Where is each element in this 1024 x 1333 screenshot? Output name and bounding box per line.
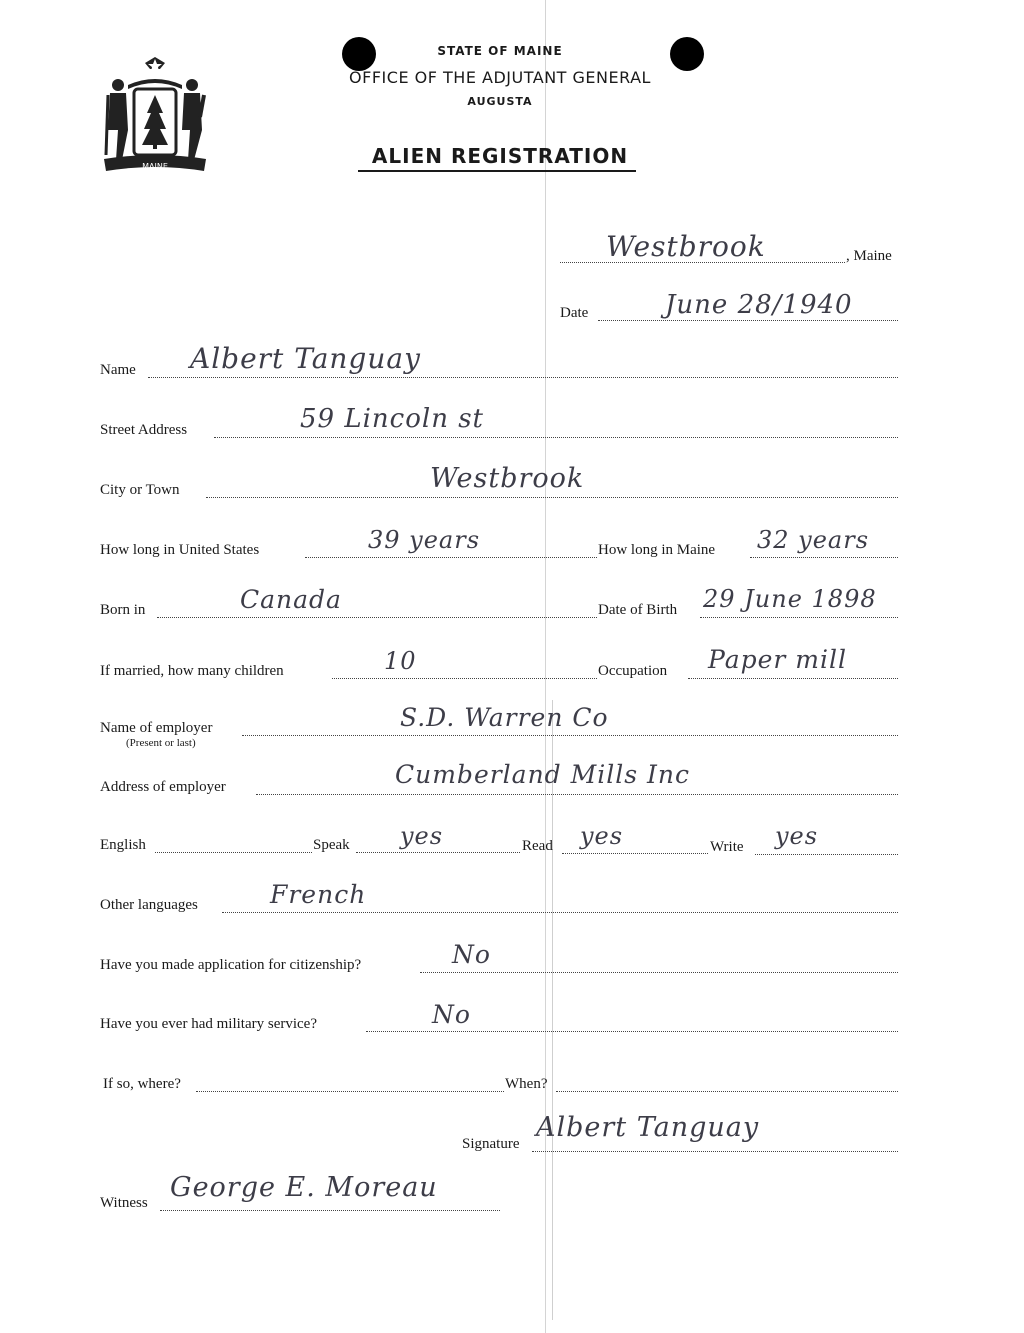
name-label: Name	[100, 362, 136, 378]
witness-value: George E. Moreau	[170, 1172, 438, 1203]
svg-text:MAINE: MAINE	[142, 162, 168, 171]
military-value: No	[432, 1000, 471, 1029]
years-us-value: 39 years	[368, 526, 481, 554]
title-underline	[358, 170, 636, 172]
employer-address-line	[256, 794, 898, 795]
when-line	[556, 1091, 898, 1092]
name-line	[148, 377, 898, 378]
dob-value: 29 June 1898	[703, 585, 877, 613]
read-line	[562, 853, 708, 854]
write-line	[755, 854, 898, 855]
military-label: Have you ever had military service?	[100, 1016, 317, 1032]
occupation-line	[688, 678, 898, 679]
maine-state-seal-icon	[100, 55, 210, 185]
speak-value: yes	[400, 822, 444, 850]
years-maine-value: 32 years	[757, 526, 870, 554]
other-languages-line	[222, 912, 898, 913]
years-maine-line	[750, 557, 898, 558]
children-line	[332, 678, 597, 679]
dob-label: Date of Birth	[598, 602, 678, 618]
write-label: Write	[710, 839, 744, 855]
speak-label: Speak	[313, 837, 350, 853]
read-label: Read	[522, 838, 553, 854]
signature-label: Signature	[462, 1136, 520, 1152]
citizenship-label: Have you made application for citizenship?	[100, 957, 362, 973]
english-line	[155, 852, 312, 853]
employer-value: S.D. Warren Co	[400, 703, 609, 732]
children-label: If married, how many children	[100, 663, 284, 679]
years-us-label: How long in United States	[100, 542, 260, 558]
read-value: yes	[580, 822, 624, 850]
born-in-value: Canada	[240, 585, 342, 614]
name-value: Albert Tanguay	[190, 342, 421, 375]
born-in-line	[157, 617, 597, 618]
write-value: yes	[775, 822, 819, 850]
date-label: Date	[560, 305, 589, 321]
location-suffix: , Maine	[846, 248, 892, 264]
office-heading: OFFICE OF THE ADJUTANT GENERAL	[349, 68, 651, 87]
employer-address-value: Cumberland Mills Inc	[395, 760, 690, 789]
date-line	[598, 320, 898, 321]
state-heading: STATE OF MAINE	[437, 44, 563, 58]
military-line	[366, 1031, 898, 1032]
citizenship-line	[420, 972, 898, 973]
employer-line	[242, 735, 898, 736]
street-line	[214, 437, 898, 438]
dob-line	[700, 617, 898, 618]
where-line	[196, 1091, 504, 1092]
date-value: June 28/1940	[665, 290, 853, 320]
years-maine-label: How long in Maine	[598, 542, 716, 558]
speak-line	[356, 852, 520, 853]
occupation-value: Paper mill	[708, 645, 847, 674]
employer-address-label: Address of employer	[100, 779, 226, 795]
city-town-label: City or Town	[100, 482, 180, 498]
occupation-label: Occupation	[598, 663, 668, 679]
employer-label: Name of employer	[100, 720, 213, 736]
street-label: Street Address	[100, 422, 188, 438]
born-in-label: Born in	[100, 602, 146, 618]
employer-sublabel: (Present or last)	[126, 737, 196, 749]
signature-value: Albert Tanguay	[536, 1112, 760, 1143]
where-label: If so, where?	[103, 1076, 181, 1092]
city-town-value: Westbrook	[430, 463, 585, 494]
citizenship-value: No	[452, 940, 491, 969]
city-heading: AUGUSTA	[467, 95, 533, 108]
children-value: 10	[384, 647, 417, 675]
english-label: English	[100, 837, 146, 853]
years-us-line	[305, 557, 597, 558]
witness-line	[160, 1210, 500, 1211]
signature-line	[532, 1151, 898, 1152]
fold-line	[552, 700, 553, 1320]
other-languages-value: French	[270, 880, 367, 909]
location-value: Westbrook	[606, 230, 766, 263]
street-value: 59 Lincoln st	[300, 404, 485, 434]
witness-label: Witness	[100, 1195, 148, 1211]
city-town-line	[206, 497, 898, 498]
other-languages-label: Other languages	[100, 897, 198, 913]
when-label: When?	[505, 1076, 548, 1092]
form-title: ALIEN REGISTRATION	[371, 144, 629, 168]
